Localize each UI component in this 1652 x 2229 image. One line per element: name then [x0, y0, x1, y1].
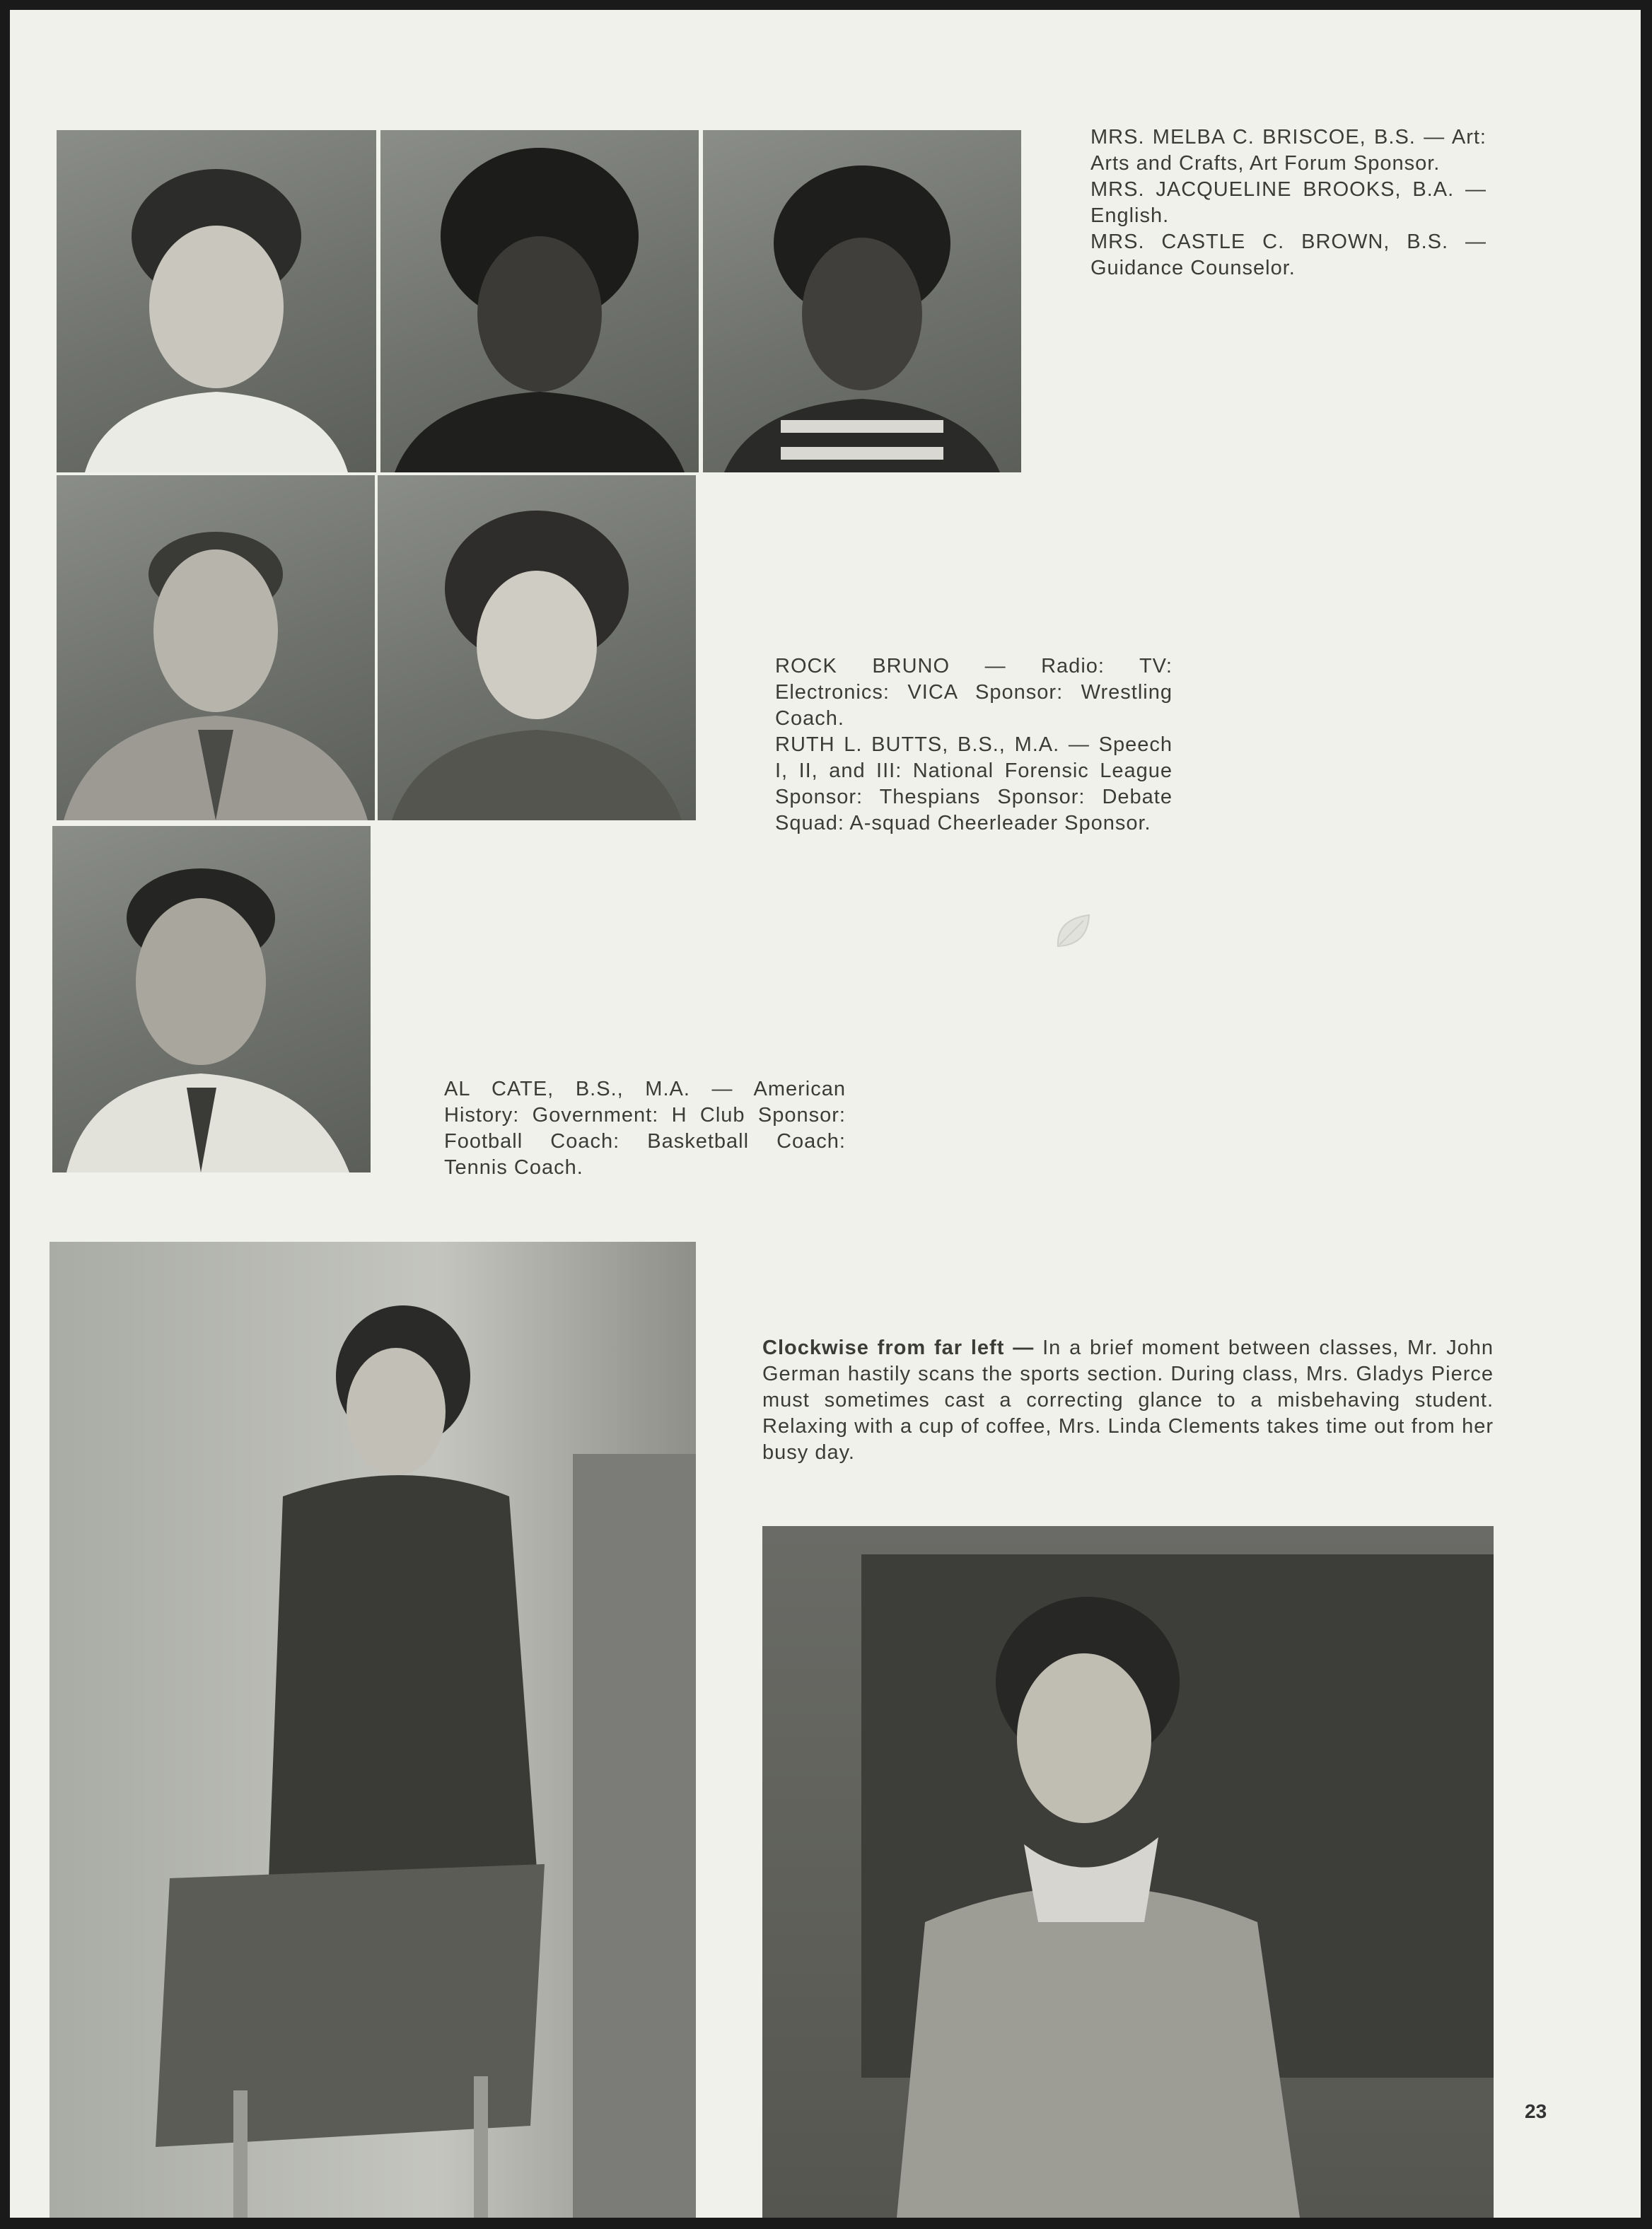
- yearbook-page: [10, 10, 1641, 2218]
- portrait-butts: [378, 475, 696, 820]
- faculty-entry-bruno: ROCK BRUNO — Radio: TV: Electronics: VICA Sponsor: Wrestling Coach.: [775, 655, 1173, 730]
- faculty-entry-butts: RUTH L. BUTTS, B.S., M.A. — Speech I, II, and III: National Forensic League Sponsor: Thespians Sponsor: Debate Squad: A-squad Cheerleader Sponsor.: [775, 733, 1173, 834]
- faculty-entry-brown: MRS. CASTLE C. BROWN, B.S. — Guidance Counselor.: [1090, 231, 1487, 279]
- faculty-entry-cate: AL CATE, B.S., M.A. — American History: Government: H Club Sponsor: Football Coach: Basketball Coach: Tennis Coach.: [444, 1078, 846, 1179]
- candid-caption-text: In a brief moment between classes, Mr. John German hastily scans the sports section. During class, Mrs. Gladys Pierce must sometimes cast a correcting glance to a misbehaving student. Relaxing with a cup of coffee, Mrs. Linda Clements takes time out from her busy day.: [762, 1337, 1494, 1464]
- candid-photo-coffee: [50, 1242, 696, 2218]
- candid-caption-lead: Clockwise from far left —: [762, 1337, 1035, 1359]
- portrait-cate: [52, 826, 371, 1172]
- faculty-entry-briscoe: MRS. MELBA C. BRISCOE, B.S. — Art: Arts and Crafts, Art Forum Sponsor.: [1090, 126, 1487, 175]
- faculty-caption-block-3: [444, 1076, 846, 1181]
- page-number: 23: [1525, 2100, 1547, 2122]
- faculty-caption-block-2: [775, 653, 1173, 837]
- faculty-entry-brooks: MRS. JACQUELINE BROOKS, B.A. — English.: [1090, 178, 1487, 227]
- portrait-brown: [703, 130, 1021, 472]
- candid-photo-classroom: [762, 1526, 1494, 2218]
- leaf-icon: [1052, 909, 1095, 952]
- candid-caption: [762, 1335, 1494, 1466]
- portrait-briscoe: [57, 130, 376, 472]
- portrait-bruno: [57, 475, 375, 820]
- portrait-brooks: [380, 130, 699, 472]
- faculty-caption-block-1: [1090, 124, 1487, 281]
